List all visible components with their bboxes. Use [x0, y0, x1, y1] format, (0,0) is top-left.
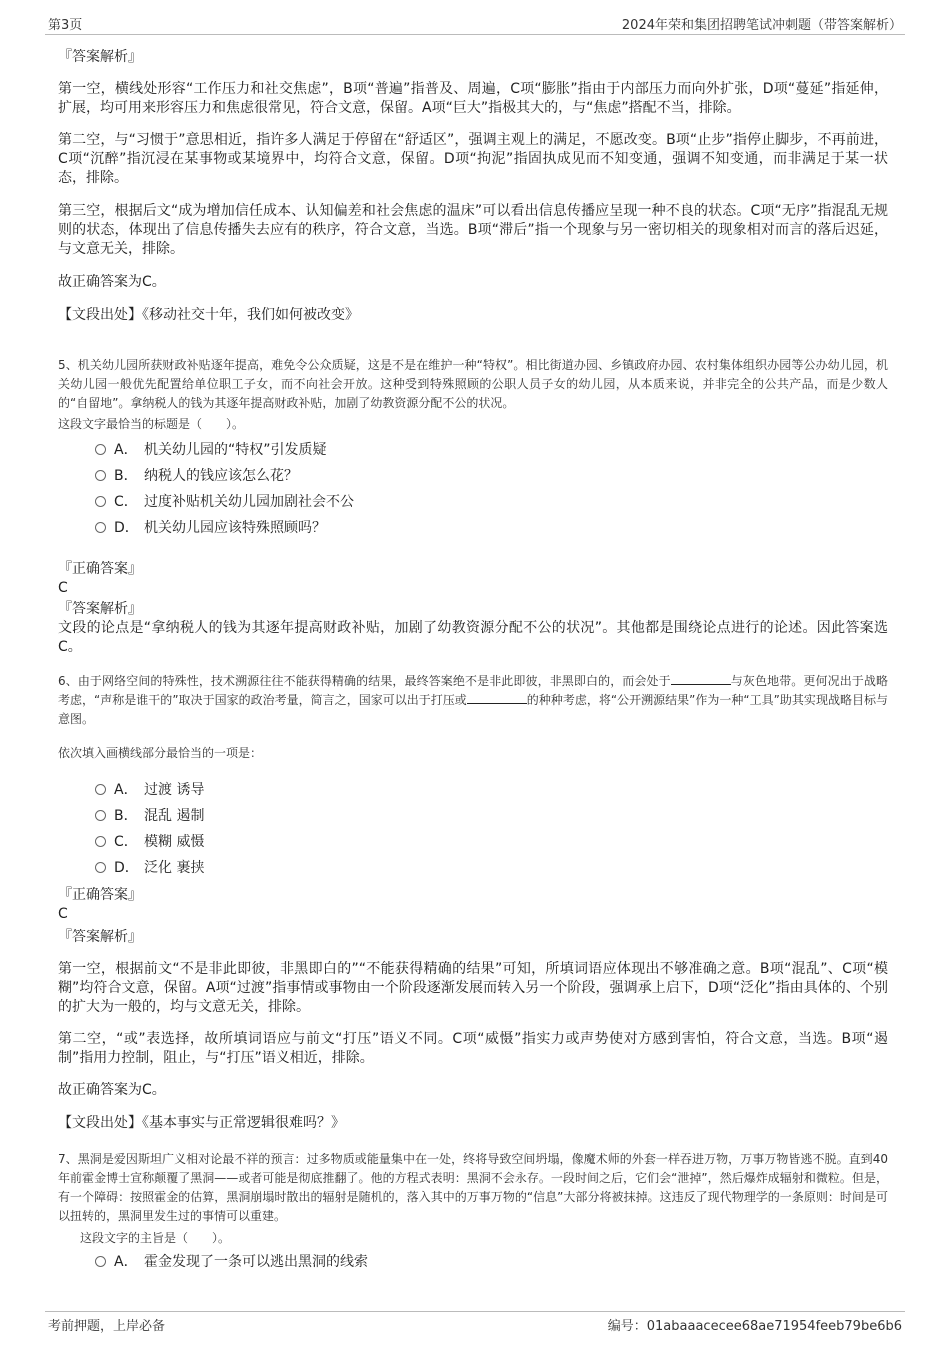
- option-text: 模糊 威慑: [144, 834, 205, 850]
- q5-option-b[interactable]: [95, 467, 298, 487]
- q6-option-b[interactable]: [95, 807, 204, 827]
- q6-source: 【文段出处】《基本事实与正常逻辑很难吗？》: [58, 1115, 345, 1131]
- radio-icon[interactable]: [95, 810, 106, 821]
- option-text: 霍金发现了一条可以逃出黑洞的线索: [144, 1254, 368, 1270]
- radio-icon[interactable]: [95, 444, 106, 455]
- option-key: D．: [114, 860, 139, 876]
- q4-source: 【文段出处】《移动社交十年，我们如何被改变》: [58, 307, 359, 323]
- q6-stem-part2: 与灰色地带。更何况出于战略考虑，“声称是谁干的”取决于国家的政治考量，简言之，国家可以出于打压或: [58, 674, 888, 707]
- radio-icon[interactable]: [95, 522, 106, 533]
- q6-analysis-p2: 第二空，“或”表选择，故所填词语应与前文“打压”语义不同。C项“威慑”指实力或声势使对方感到害怕，符合文意，当选。B项“遏制”指用力控制，阻止，与“打压”语义相近，排除。: [58, 1031, 888, 1066]
- q4-analysis-label: 『答案解析』: [58, 49, 142, 65]
- q6-stem-part3: 的种种考虑，将“公开溯源结果”作为一种“工具”助其实现战略目标与意图。: [58, 693, 888, 726]
- q7-option-a[interactable]: [95, 1253, 368, 1273]
- option-text: 泛化 裹挟: [144, 860, 205, 876]
- q6-analysis-label: 『答案解析』: [58, 929, 142, 945]
- footer-slogan: 考前押题，上岸必备: [48, 1319, 166, 1334]
- document-id: 编号：01abaaacecee68ae71954feeb79be6b6: [607, 1319, 902, 1334]
- page-number: 第3页: [48, 18, 83, 33]
- document-title: 2024年荣和集团招聘笔试冲刺题（带答案解析）: [621, 18, 902, 33]
- radio-icon[interactable]: [95, 1256, 106, 1267]
- blank-2: [467, 691, 527, 704]
- q6-stem-part1: 6、由于网络空间的特殊性，技术溯源往往不能获得精确的结果，最终答案绝不是非此即彼，非黑即白的，而会处于: [58, 674, 671, 688]
- page-header: [45, 12, 905, 35]
- radio-icon[interactable]: [95, 784, 106, 795]
- page-footer: [45, 1311, 905, 1334]
- q5-answer-label: 『正确答案』: [58, 561, 142, 577]
- option-text: 过渡 诱导: [144, 782, 205, 798]
- q6-analysis-p1: 第一空，根据前文“不是非此即彼，非黑即白的”“不能获得精确的结果”可知，所填词语应体现出不够准确之意。B项“混乱”、C项“模糊”均符合文意，保留。A项“过渡”指事情或事物由一个阶段逐渐发展而转入另一个阶段，强调承上启下，D项“泛化”指由具体的、个别的扩大为一般的，均与文意无关，排除。: [58, 961, 888, 1015]
- q5-option-a[interactable]: [95, 441, 327, 461]
- q7-stem: 7、黑洞是爱因斯坦广义相对论最不祥的预言：过多物质或能量集中在一处，终将导致空间坍塌，像魔术师的外套一样吞进万物，万事万物皆逃不脱。直到40年前霍金博士宣称颠覆了黑洞——或者可能是彻底推翻了。他的方程式表明：黑洞不会永存。一段时间之后，它们会“泄掉”，然后爆炸成辐射和微粒。但是，有一个障碍：按照霍金的估算，黑洞崩塌时散出的辐射是随机的，落入其中的万事万物的“信息”大部分将被抹掉。这违反了现代物理学的一条原则：时间是可以扭转的，黑洞里发生过的事情可以重建。: [58, 1152, 888, 1223]
- option-text: 机关幼儿园的“特权”引发质疑: [144, 442, 327, 458]
- option-key: C．: [114, 494, 138, 510]
- option-text: 纳税人的钱应该怎么花？: [144, 468, 298, 484]
- option-key: A．: [114, 782, 138, 798]
- option-key: B．: [114, 808, 138, 824]
- q6-prompt: 依次填入画横线部分最恰当的一项是：: [58, 746, 263, 760]
- q5-option-d[interactable]: [95, 519, 326, 539]
- radio-icon[interactable]: [95, 470, 106, 481]
- q4-analysis-p1: 第一空，横线处形容“工作压力和社交焦虑”，B项“普遍”指普及、周遍，C项“膨胀”指由于内部压力而向外扩张，D项“蔓延”指延伸，扩展，均可用来形容压力和焦虑很常见，符合文意，保留。A项“巨大”指极其大的，与“焦虑”搭配不当，排除。: [58, 81, 888, 116]
- option-key: C．: [114, 834, 138, 850]
- q5-answer: C: [58, 580, 68, 596]
- option-key: B．: [114, 468, 138, 484]
- q6-answer-label: 『正确答案』: [58, 887, 142, 903]
- q5-analysis: 文段的论点是“拿纳税人的钱为其逐年提高财政补贴，加剧了幼教资源分配不公的状况”。其他都是围绕论点进行的论述。因此答案选C。: [58, 620, 888, 655]
- q4-analysis-p3: 第三空，根据后文“成为增加信任成本、认知偏差和社会焦虑的温床”可以看出信息传播应呈现一种不良的状态。C项“无序”指混乱无规则的状态，体现出了信息传播失去应有的秩序，符合文意，当选。B项“滞后”指一个现象与另一密切相关的现象相对而言的落后迟延，与文意无关，排除。: [58, 203, 888, 257]
- radio-icon[interactable]: [95, 836, 106, 847]
- q5-prompt: 这段文字最恰当的标题是（ ）。: [58, 417, 245, 431]
- radio-icon[interactable]: [95, 862, 106, 873]
- option-text: 过度补贴机关幼儿园加剧社会不公: [144, 494, 354, 510]
- q4-conclusion: 故正确答案为C。: [58, 274, 166, 290]
- q5-analysis-label: 『答案解析』: [58, 601, 142, 617]
- q5-stem: 5、机关幼儿园所获财政补贴逐年提高，难免令公众质疑，这是不是在维护一种“特权”。相比街道办园、乡镇政府办园、农村集体组织办园等公办幼儿园，机关幼儿园一般优先配置给单位职工子女，而不向社会开放。这种受到特殊照顾的公职人员子女的幼儿园，从本质来说，并非完全的公共产品，而是少数人的“自留地”。拿纳税人的钱为其逐年提高财政补贴，加剧了幼教资源分配不公的状况。: [58, 358, 888, 410]
- q7-prompt: 这段文字的主旨是（ ）。: [80, 1231, 231, 1245]
- option-key: A．: [114, 1254, 138, 1270]
- option-text: 混乱 遏制: [144, 808, 205, 824]
- q5-option-c[interactable]: [95, 493, 354, 513]
- q6-option-a[interactable]: [95, 781, 204, 801]
- radio-icon[interactable]: [95, 496, 106, 507]
- q6-option-c[interactable]: [95, 833, 204, 853]
- option-key: D．: [114, 520, 139, 536]
- q6-conclusion: 故正确答案为C。: [58, 1082, 166, 1098]
- option-key: A．: [114, 442, 138, 458]
- option-text: 机关幼儿园应该特殊照顾吗？: [144, 520, 326, 536]
- q6-stem: [58, 672, 888, 729]
- q6-option-d[interactable]: [95, 859, 204, 879]
- q4-analysis-p2: 第二空，与“习惯于”意思相近，指许多人满足于停留在“舒适区”，强调主观上的满足，不愿改变。B项“止步”指停止脚步，不再前进，C项“沉醉”指沉浸在某事物或某境界中，均符合文意，保留。D项“拘泥”指固执成见而不知变通，强调不知变通，而非满足于某一状态，排除。: [58, 132, 888, 186]
- blank-1: [671, 672, 731, 685]
- q6-answer: C: [58, 906, 68, 922]
